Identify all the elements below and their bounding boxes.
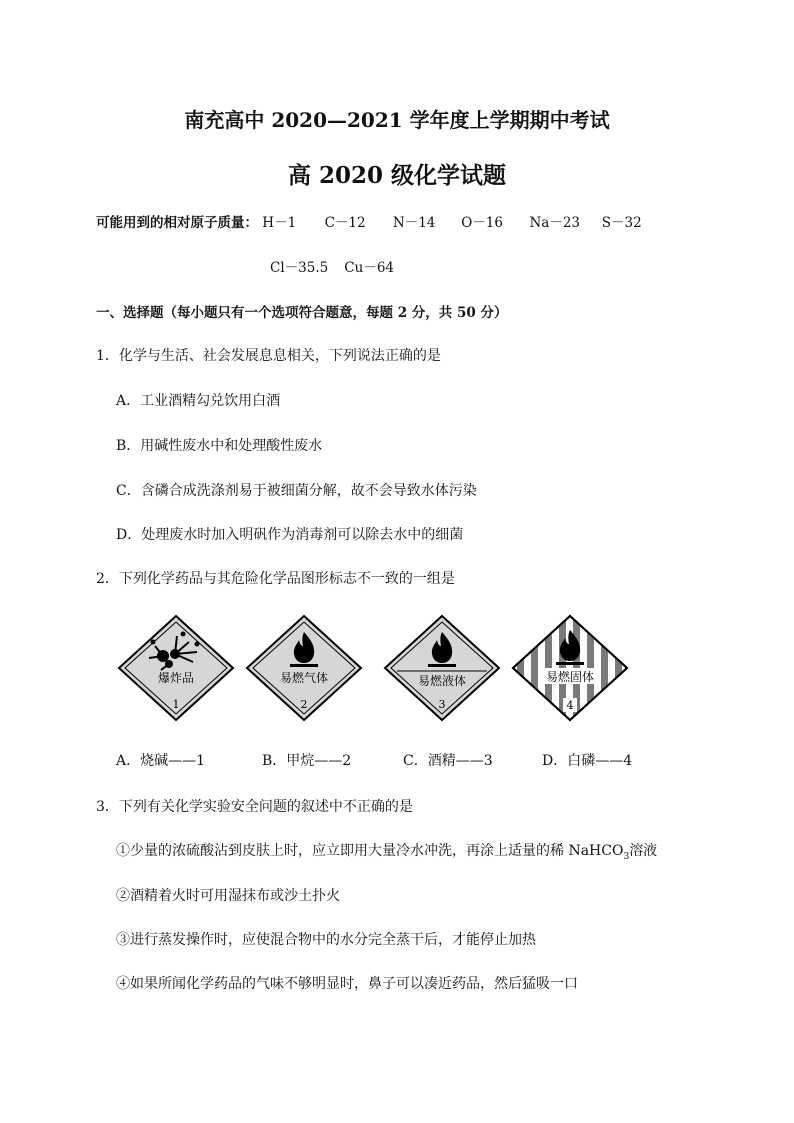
mass-na: Na－23: [529, 215, 581, 231]
q1-option-d: D．处理废水时加入明矾作为消毒剂可以除去水中的细菌: [116, 527, 464, 543]
q2-option-b: B．甲烷——2: [262, 753, 352, 769]
mass-n: N－14: [392, 215, 436, 231]
q1-option-a: A．工业酒精勾兑饮用白酒: [116, 393, 281, 409]
question-2-stem: 2．下列化学药品与其危险化学品图形标志不一致的一组是: [96, 571, 455, 587]
sign-label: 爆炸品: [157, 671, 195, 685]
sign-label: 易燃气体: [279, 671, 329, 685]
q2-option-c: C．酒精——3: [403, 753, 493, 769]
q3-item-4: ④如果所闻化学药品的气味不够明显时，鼻子可以凑近药品，然后猛吸一口: [116, 976, 578, 992]
mass-o: O－16: [461, 215, 503, 231]
q3-item-1-text: ①少量的浓硫酸沾到皮肤上时，应立即用大量冷水冲洗，再涂上适量的稀 NaHCO: [116, 843, 624, 859]
mass-s: S－32: [601, 215, 642, 231]
exam-subtitle: 高 2020 级化学试题: [287, 162, 507, 189]
sign-number: 1: [172, 698, 180, 711]
mass-cl: Cl－35.5: [270, 260, 329, 276]
mass-h: H－1: [262, 215, 297, 231]
sign-number: 2: [300, 698, 308, 711]
q2-option-d: D．白磷——4: [542, 753, 633, 769]
q3-item-1-suffix: 溶液: [629, 843, 658, 859]
q3-item-2: ②酒精着火时可用湿抹布或沙土扑火: [116, 888, 340, 904]
q2-option-a: A．烧碱——1: [116, 753, 206, 769]
mass-cu: Cu－64: [344, 260, 394, 276]
sign-label: 易燃固体: [545, 670, 595, 684]
sign-number: 3: [438, 698, 446, 711]
sign-label: 易燃液体: [417, 674, 467, 688]
q3-item-1: [116, 840, 657, 862]
exam-title: 南充高中 2020—2021 学年度上学期期中考试: [184, 108, 610, 132]
q3-item-1-subscript: 3: [623, 851, 630, 862]
section-heading: 一、选择题（每小题只有一个选项符合题意，每题 2 分，共 50 分）: [96, 305, 508, 321]
hazard-sign-flammable-solid: [511, 614, 629, 722]
atomic-mass-label: 可能用到的相对原子质量：: [96, 215, 258, 231]
hazard-sign-flammable-gas: [245, 614, 363, 722]
atomic-mass-row-2: [270, 256, 394, 276]
hazard-sign-explosive: [117, 614, 235, 722]
mass-c: C－12: [324, 215, 366, 231]
question-1-stem: 1．化学与生活、社会发展息息相关，下列说法正确的是: [96, 348, 441, 364]
sign-number: 4: [566, 699, 574, 712]
q1-option-b: B．用碱性废水中和处理酸性废水: [116, 438, 323, 454]
q3-item-3: ③进行蒸发操作时，应使混合物中的水分完全蒸干后，才能停止加热: [116, 932, 536, 948]
atomic-mass-row: [96, 211, 642, 231]
q1-option-c: C．含磷合成洗涤剂易于被细菌分解，故不会导致水体污染: [116, 483, 477, 499]
hazard-sign-flammable-liquid: [383, 614, 501, 722]
question-3-stem: 3．下列有关化学实验安全问题的叙述中不正确的是: [96, 799, 413, 815]
